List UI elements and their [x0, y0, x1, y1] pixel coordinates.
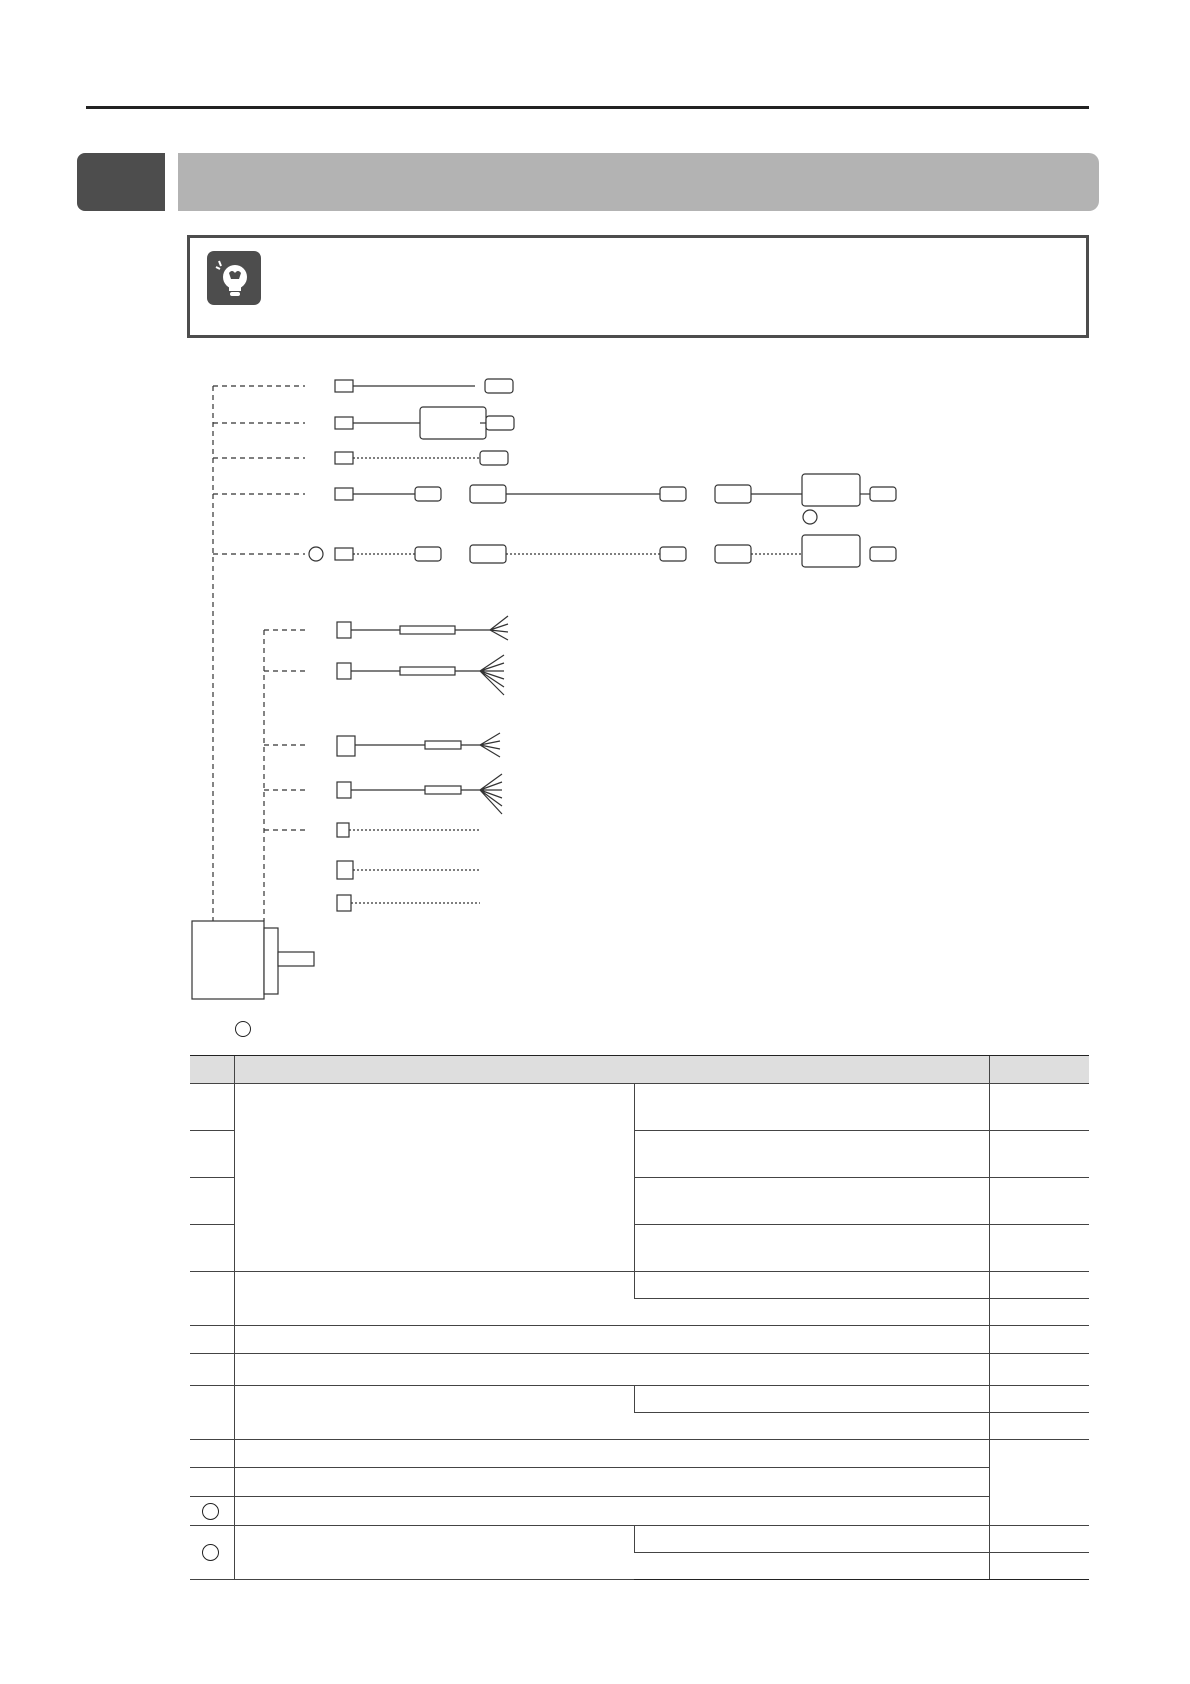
- table-row: [190, 1526, 1089, 1553]
- table-row: [190, 1354, 1089, 1386]
- table-row: [190, 1326, 1089, 1354]
- spec-table: [190, 1055, 1089, 1580]
- table-row: [190, 1497, 1089, 1526]
- section-number-tab: [77, 153, 165, 211]
- lightbulb-icon: [207, 251, 261, 305]
- cable-connection-diagram: [180, 368, 940, 1008]
- table-row: [190, 1084, 1089, 1131]
- table-row: [190, 1440, 1089, 1468]
- circle-marker: [202, 1503, 219, 1520]
- table-row: [190, 1468, 1089, 1497]
- footnote-circle-marker: [235, 1021, 251, 1037]
- important-note-box: [187, 235, 1089, 338]
- section-title-bar: [178, 153, 1099, 211]
- header-rule: [86, 106, 1089, 109]
- table-header-row: [190, 1056, 1089, 1084]
- table-row: [190, 1386, 1089, 1413]
- table-row: [190, 1272, 1089, 1299]
- circle-marker: [202, 1544, 219, 1561]
